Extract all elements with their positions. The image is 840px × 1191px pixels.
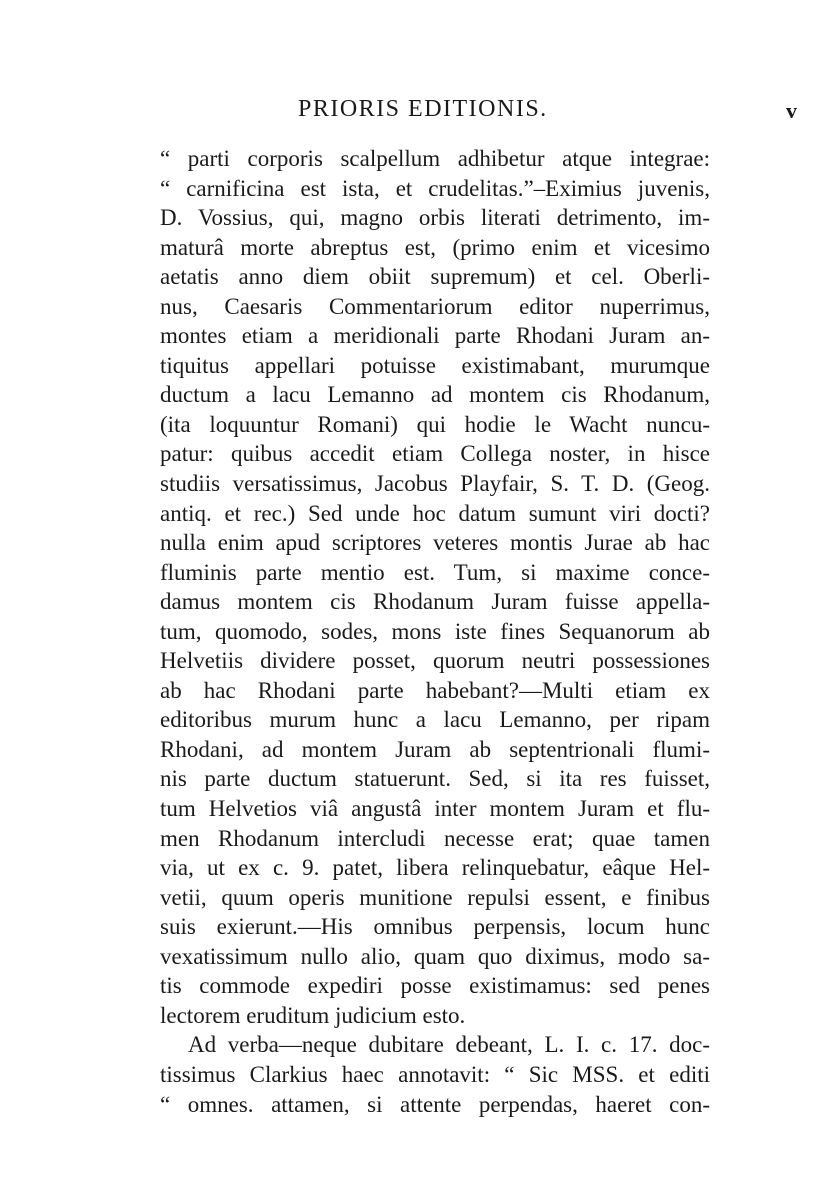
text-line: D. Vossius, qui, magno orbis literati detrimento, im- bbox=[160, 205, 710, 231]
text-line: editoribus murum hunc a lacu Lemanno, per ripam bbox=[160, 707, 710, 733]
text-line: Rhodani, ad montem Juram ab septentrionali flumi- bbox=[160, 736, 710, 762]
text-line: nus, Caesaris Commentariorum editor nuperrimus, bbox=[160, 293, 710, 319]
text-line: (ita loquuntur Romani) qui hodie le Wacht nuncu- bbox=[160, 411, 710, 437]
text-line: Ad verba—neque dubitare debeant, L. I. c. 17. doc- bbox=[188, 1032, 710, 1058]
text-line: ductum a lacu Lemanno ad montem cis Rhodanum, bbox=[160, 382, 710, 408]
text-line: suis exierunt.—His omnibus perpensis, locum hunc bbox=[160, 914, 710, 940]
text-line: tiquitus appellari potuisse existimabant, murumque bbox=[160, 352, 710, 378]
text-line: “ carnificina est ista, et crudelitas.”–Eximius juvenis, bbox=[160, 175, 710, 201]
text-line: “ omnes. attamen, si attente perpendas, haeret con- bbox=[160, 1091, 710, 1117]
text-line: vetii, quum operis munitione repulsi essent, e finibus bbox=[160, 884, 710, 910]
text-line: Helvetiis dividere posset, quorum neutri possessiones bbox=[160, 648, 710, 674]
text-line: lectorem eruditum judicium esto. bbox=[160, 1002, 466, 1028]
text-line: “ parti corporis scalpellum adhibetur atque integrae: bbox=[160, 146, 710, 171]
text-line: damus montem cis Rhodanum Juram fuisse appella- bbox=[160, 589, 710, 615]
text-line: tis commode expediri posse existimamus: sed penes bbox=[160, 973, 710, 999]
text-line: montes etiam a meridionali parte Rhodani Juram an- bbox=[160, 323, 710, 349]
text-line: tum, quomodo, sodes, mons iste fines Sequanorum ab bbox=[160, 618, 710, 644]
text-line: studiis versatissimus, Jacobus Playfair, S. T. D. (Geog. bbox=[160, 471, 710, 497]
text-line: tissimus Clarkius haec annotavit: “ Sic MSS. et editi bbox=[160, 1061, 710, 1087]
text-line: patur: quibus accedit etiam Collega noster, in hisce bbox=[160, 441, 710, 467]
body-text bbox=[160, 144, 710, 1119]
text-line: ab hac Rhodani parte habebant?—Multi etiam ex bbox=[160, 677, 710, 703]
text-line: fluminis parte mentio est. Tum, si maxime conce- bbox=[160, 559, 710, 585]
text-line: nulla enim apud scriptores veteres montis Jurae ab hac bbox=[160, 530, 710, 556]
text-line: via, ut ex c. 9. patet, libera relinquebatur, eâque Hel- bbox=[160, 855, 710, 881]
running-head bbox=[0, 96, 840, 132]
text-line: vexatissimum nullo alio, quam quo diximus, modo sa- bbox=[160, 943, 710, 969]
text-line: men Rhodanum intercludi necesse erat; quae tamen bbox=[160, 825, 710, 851]
text-line: maturâ morte abreptus est, (primo enim et vicesimo bbox=[160, 234, 710, 260]
text-line: nis parte ductum statuerunt. Sed, si ita res fuisset, bbox=[160, 766, 710, 792]
page-number: v bbox=[786, 98, 797, 123]
text-line: aetatis anno diem obiit supremum) et cel. Oberli- bbox=[160, 264, 710, 290]
text-line: antiq. et rec.) Sed unde hoc datum sumunt viri docti? bbox=[160, 500, 710, 526]
running-title: PRIORIS EDITIONIS. bbox=[298, 96, 548, 122]
text-line: tum Helvetios viâ angustâ inter montem Juram et flu- bbox=[160, 796, 710, 822]
